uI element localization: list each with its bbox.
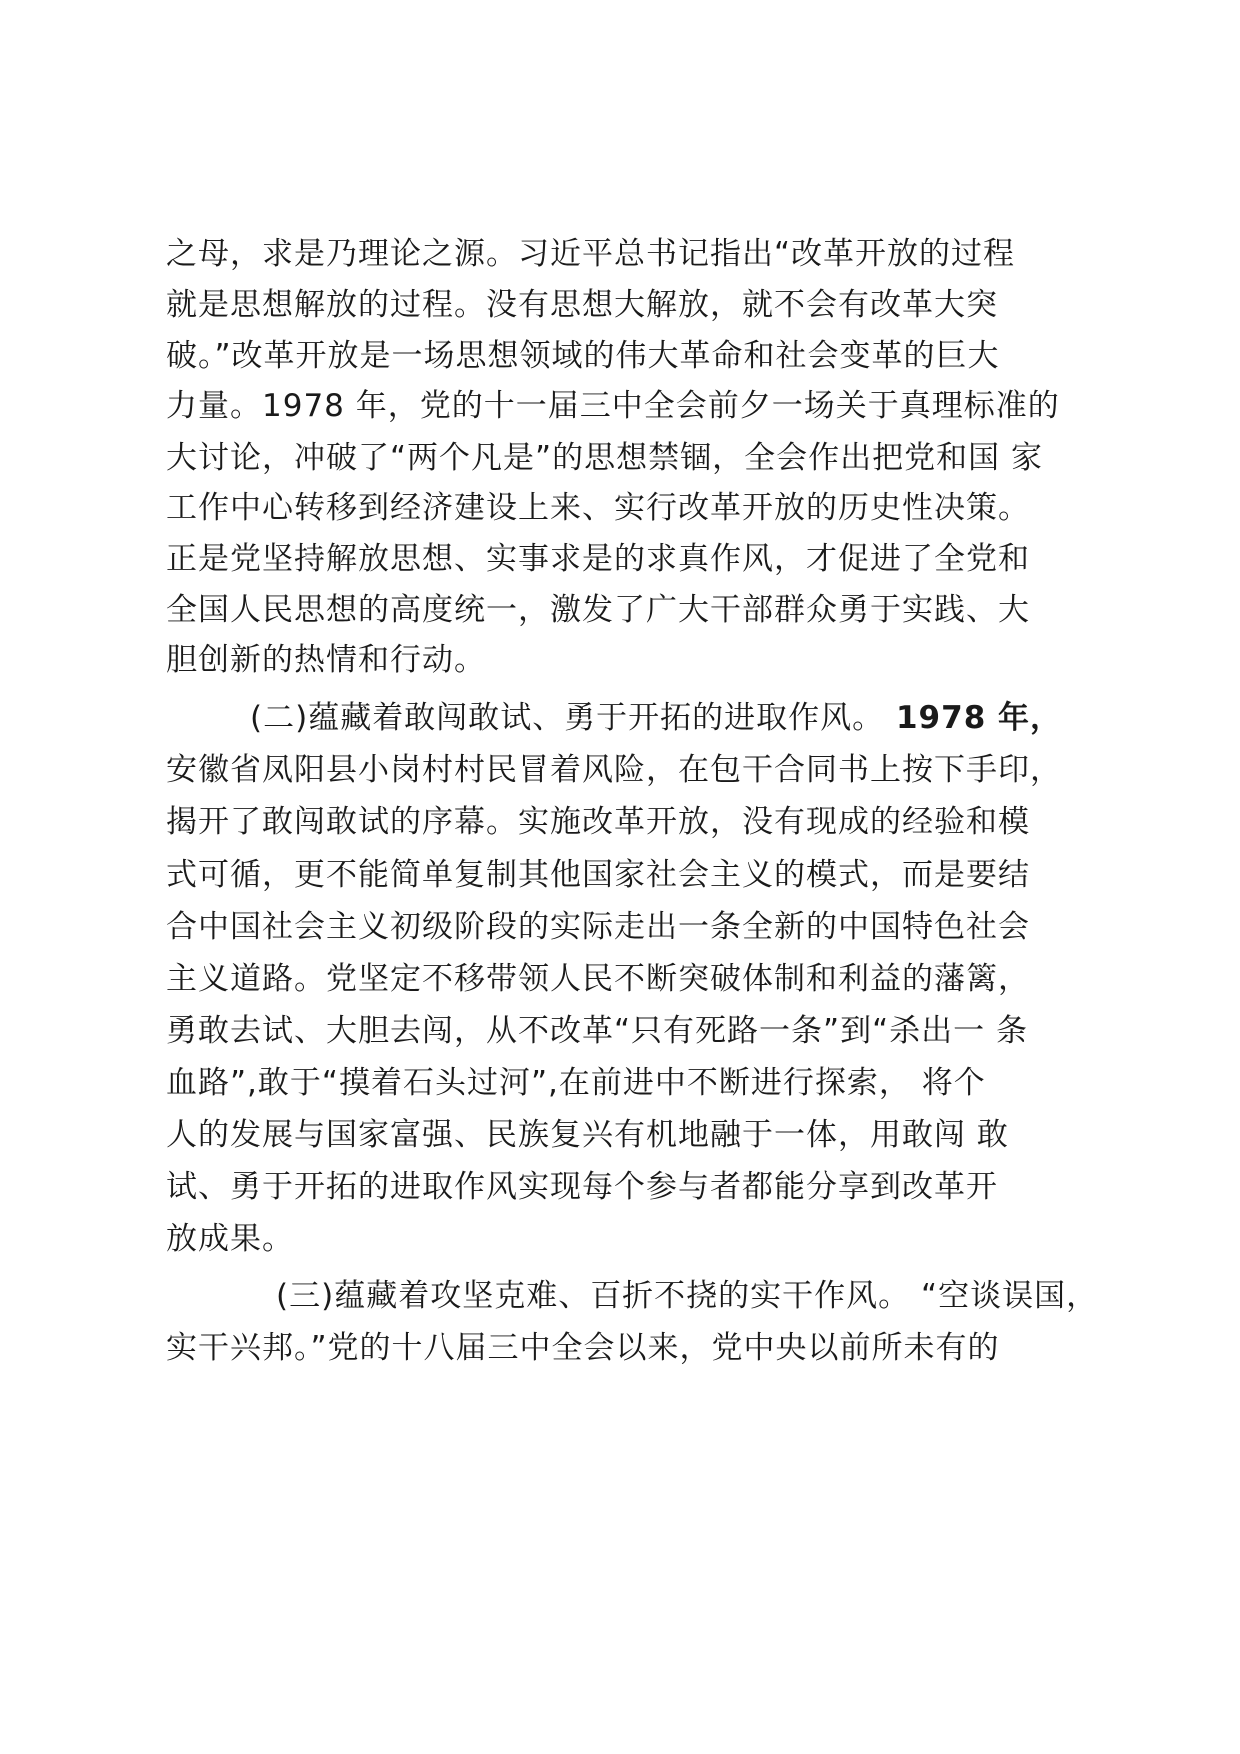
paragraph-line: 实干兴邦。”党的十八届三中全会以来，党中央以前所未有的	[166, 1330, 1000, 1366]
section-heading-3	[276, 1278, 1098, 1314]
paragraph-line: 血路”,敢于“摸着石头过河”,在前进中不断进行探索， 将个	[166, 1065, 986, 1101]
paragraph-line: 全国人民思想的高度统一，激发了广大干部群众勇于实践、大	[166, 592, 1030, 628]
paragraph-line: 工作中心转移到经济建设上来、实行改革开放的历史性决策。	[166, 490, 1030, 526]
section-heading-2	[250, 700, 1062, 736]
paragraph-line: 安徽省凤阳县小岗村村民冒着风险，在包干合同书上按下手印，	[166, 752, 1062, 788]
paragraph-line: 破。”改革开放是一场思想领域的伟大革命和社会变革的巨大	[166, 338, 1000, 374]
section-heading-tail: “空谈误国，	[910, 1278, 1099, 1314]
paragraph-line: 人的发展与国家富强、民族复兴有机地融于一体，用敢闯 敢	[166, 1117, 1009, 1153]
paragraph-line: 式可循，更不能简单复制其他国家社会主义的模式，而是要结	[166, 857, 1030, 893]
paragraph-line: 试、勇于开拓的进取作风实现每个参与者都能分享到改革开	[166, 1169, 998, 1205]
section-heading-tail: 1978 年，	[884, 700, 1063, 736]
paragraph-line: 放成果。	[166, 1221, 294, 1257]
paragraph-line: 合中国社会主义初级阶段的实际走出一条全新的中国特色社会	[166, 909, 1030, 945]
paragraph-line: 正是党坚持解放思想、实事求是的求真作风，才促进了全党和	[166, 541, 1030, 577]
paragraph-line: 勇敢去试、大胆去闯，从不改革“只有死路一条”到“杀出一 条	[166, 1013, 1029, 1049]
paragraph-line: 揭开了敢闯敢试的序幕。实施改革开放，没有现成的经验和模	[166, 804, 1030, 840]
paragraph-line: 之母，求是乃理论之源。习近平总书记指出“改革开放的过程	[166, 236, 1016, 272]
paragraph-line: 力量。1978 年，党的十一届三中全会前夕一场关于真理标准的	[166, 388, 1060, 424]
paragraph-line: 胆创新的热情和行动。	[166, 642, 486, 678]
paragraph-line: 大讨论，冲破了“两个凡是”的思想禁锢，全会作出把党和国 家	[166, 440, 1043, 476]
paragraph-line: 主义道路。党坚定不移带领人民不断突破体制和利益的藩篱，	[166, 961, 1030, 997]
section-heading-text: (二)蕴藏着敢闯敢试、勇于开拓的进取作风。	[250, 700, 885, 736]
paragraph-line: 就是思想解放的过程。没有思想大解放，就不会有改革大突	[166, 287, 998, 323]
section-heading-text: (三)蕴藏着攻坚克难、百折不挠的实干作风。	[276, 1278, 911, 1314]
